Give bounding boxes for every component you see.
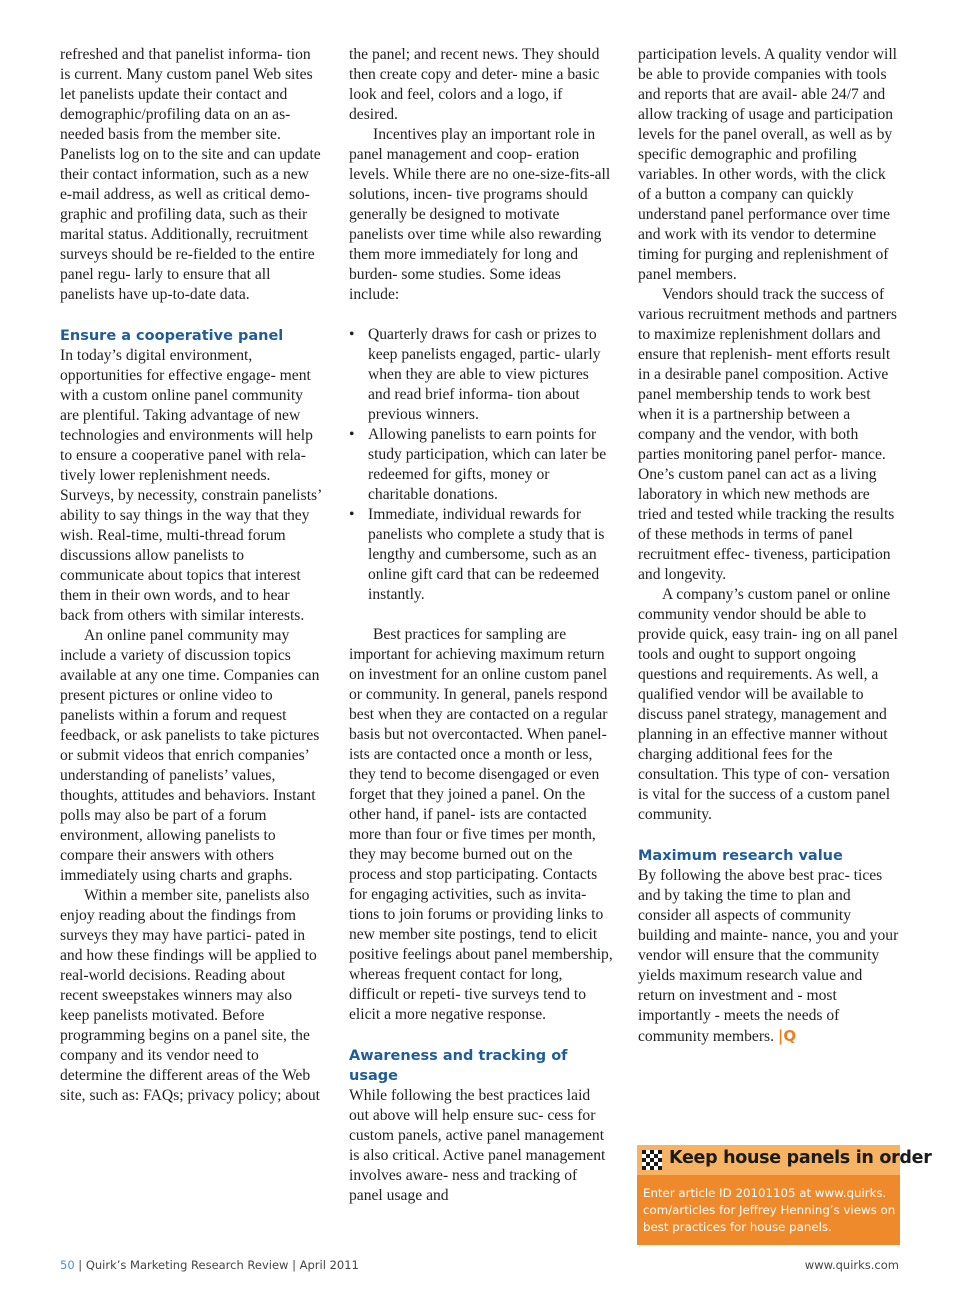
page-number: 50 — [60, 1258, 75, 1272]
sidebar-title: Keep house panels in order — [669, 1148, 932, 1168]
list-item: • Allowing panelists to earn points for study participation, which can later be redeemed for gifts, money or charitable donations. — [349, 426, 607, 503]
column-2 — [349, 45, 613, 1206]
qr-code-icon — [642, 1150, 662, 1170]
paragraph: Vendors should track the success of various recruitment methods and partners to maximize replenishment dollars and ensure that replenish- ment efforts result in a desirable panel composition. Active panel membership tends to work best when it is a partnership between a company and the vendor, with both parties monitoring panel perfor- mance. One’s custom panel can act as a living laboratory in which new methods are tried and tested while tracking the results of these methods in terms of panel recruitment effec- tiveness, participation and longevity. — [638, 286, 897, 583]
sidebar-header — [637, 1145, 932, 1175]
list-item: • Immediate, individual rewards for panelists who complete a study that is lengthy and cumbersome, such as an online gift card that can be redeemed instantly. — [349, 506, 605, 603]
paragraph: Incentives play an important role in panel management and coop- eration levels. While there are no one-size-fits-all solutions, incen- tive programs should generally be designed to motivate panelists over time while also rewarding them more immediately for long and burden- some studies. Some ideas include: — [349, 126, 611, 303]
footer-website[interactable]: www.quirks.com — [804, 1258, 899, 1272]
end-mark: |Q — [777, 1027, 797, 1045]
section-heading-cooperative-panel: Ensure a cooperative panel — [60, 328, 284, 344]
paragraph: In today’s digital environment, opportunities for effective engage- ment with a custom online panel community are plentiful. Taking advantage of new technologies and environments will help to ensure a cooperative panel with rela- tively lower replenishment needs. Surveys, by necessity, constrain panelists’ ability to say things in the way that they wish. Real-time, multi-thread forum discussions allow panelists to communicate about topics that interest them in their own words, and to hear back from others with similar interests. — [60, 347, 322, 624]
paragraph: refreshed and that panelist informa- tion is current. Many custom panel Web sites let panelists update their contact and demographic/profiling data on an as-needed basis from the member site. Panelists log on to the site and can update their contact information, such as a new e-mail address, as well as critical demo- graphic and profiling data, such as their marital status. Additionally, recruitment surveys should be re-fielded to the entire panel regu- larly to ensure that all panelists have up-to-date data. — [60, 46, 321, 303]
publication-info: | Quirk’s Marketing Research Review | April 2011 — [78, 1258, 359, 1272]
bullet-icon: • — [349, 426, 355, 443]
section-heading-research-value: Maximum research value — [638, 848, 843, 864]
column-1 — [60, 45, 322, 1106]
paragraph: the panel; and recent news. They should then create copy and deter- mine a basic look and feel, colors and a logo, if desired. — [349, 46, 600, 123]
section-heading-awareness-tracking: Awareness and tracking of usage — [349, 1048, 568, 1084]
bullet-icon: • — [349, 326, 355, 343]
sidebar-box — [637, 1145, 932, 1245]
paragraph: By following the above best prac- tices and by taking the time to plan and consider all aspects of community building and mainte- nance, you and your vendor will ensure that the community yields maximum research value and return on investment and - most importantly - meets the needs of community members. |Q — [638, 867, 899, 1045]
paragraph: Within a member site, panelists also enjoy reading about the findings from surveys they may have partici- pated in and how these findings will be applied to real-world decisions. Reading about recent sweepstakes winners may also keep panelists motivated. Before programming begins on a panel site, the company and its vendor need to determine the different areas of the Web site, such as: FAQs; privacy policy; about — [60, 887, 320, 1104]
list-item: • Quarterly draws for cash or prizes to keep panelists engaged, partic- ularly when they are able to view pictures and read brief informa- tion about previous winners. — [349, 326, 601, 423]
sidebar-text: Enter article ID 20101105 at www.quirks. com/articles for Jeffrey Henning’s views on best practices for house panels. — [643, 1186, 896, 1234]
footer-left — [60, 1258, 359, 1272]
paragraph: participation levels. A quality vendor will be able to provide companies with tools and reports that are avail- able 24/7 and allow tracking of usage and participation levels for the panel overall, as well as by specific demographic and profiling variables. In other words, with the click of a button a company can quickly understand panel performance over time and work with its vendor to determine timing for purging and replenishment of panel members. — [638, 46, 897, 283]
incentive-ideas-list — [349, 325, 613, 605]
paragraph: While following the best practices laid out above will help ensure suc- cess for custom panels, active panel management is also critical. Active panel management involves aware- ness and tracking of panel usage and — [349, 1087, 606, 1204]
paragraph: Best practices for sampling are important for achieving maximum return on investment for an online custom panel or community. In general, panels respond best when they are contacted on a regular basis but not overcontacted. When panel- ists are contacted once a month or less, they tend to become disengaged or even forget that they joined a panel. On the other hand, if panel- ists are contacted more than four or five times per month, they may become burned out on the process and stop participating. Contacts for engaging activities, such as invita- tions to join forums or providing links to new member site postings, tend to elicit positive feelings about panel membership, whereas frequent contact for long, difficult or repeti- tive surveys tend to elicit a more negative response. — [349, 626, 613, 1023]
bullet-icon: • — [349, 506, 355, 523]
paragraph: A company’s custom panel or online community vendor should be able to provide quick, easy train- ing on all panel tools and ought to support ongoing questions and requirements. As well, a qualified vendor will be available to discuss panel strategy, management and planning in an effective manner without charging additional fees for the consultation. This type of con- versation is vital for the success of a custom panel community. — [638, 586, 898, 823]
column-3 — [638, 45, 900, 1047]
paragraph: An online panel community may include a variety of discussion topics available at any one time. Companies can present pictures or online video to panelists within a forum and request feedback, or ask panelists to take pictures or submit videos that enrich companies’ understanding of panelists’ values, thoughts, attitudes and behaviors. Instant polls may also be part of a forum environment, allowing panelists to compare their answers with others immediately using charts and graphs. — [60, 627, 320, 884]
